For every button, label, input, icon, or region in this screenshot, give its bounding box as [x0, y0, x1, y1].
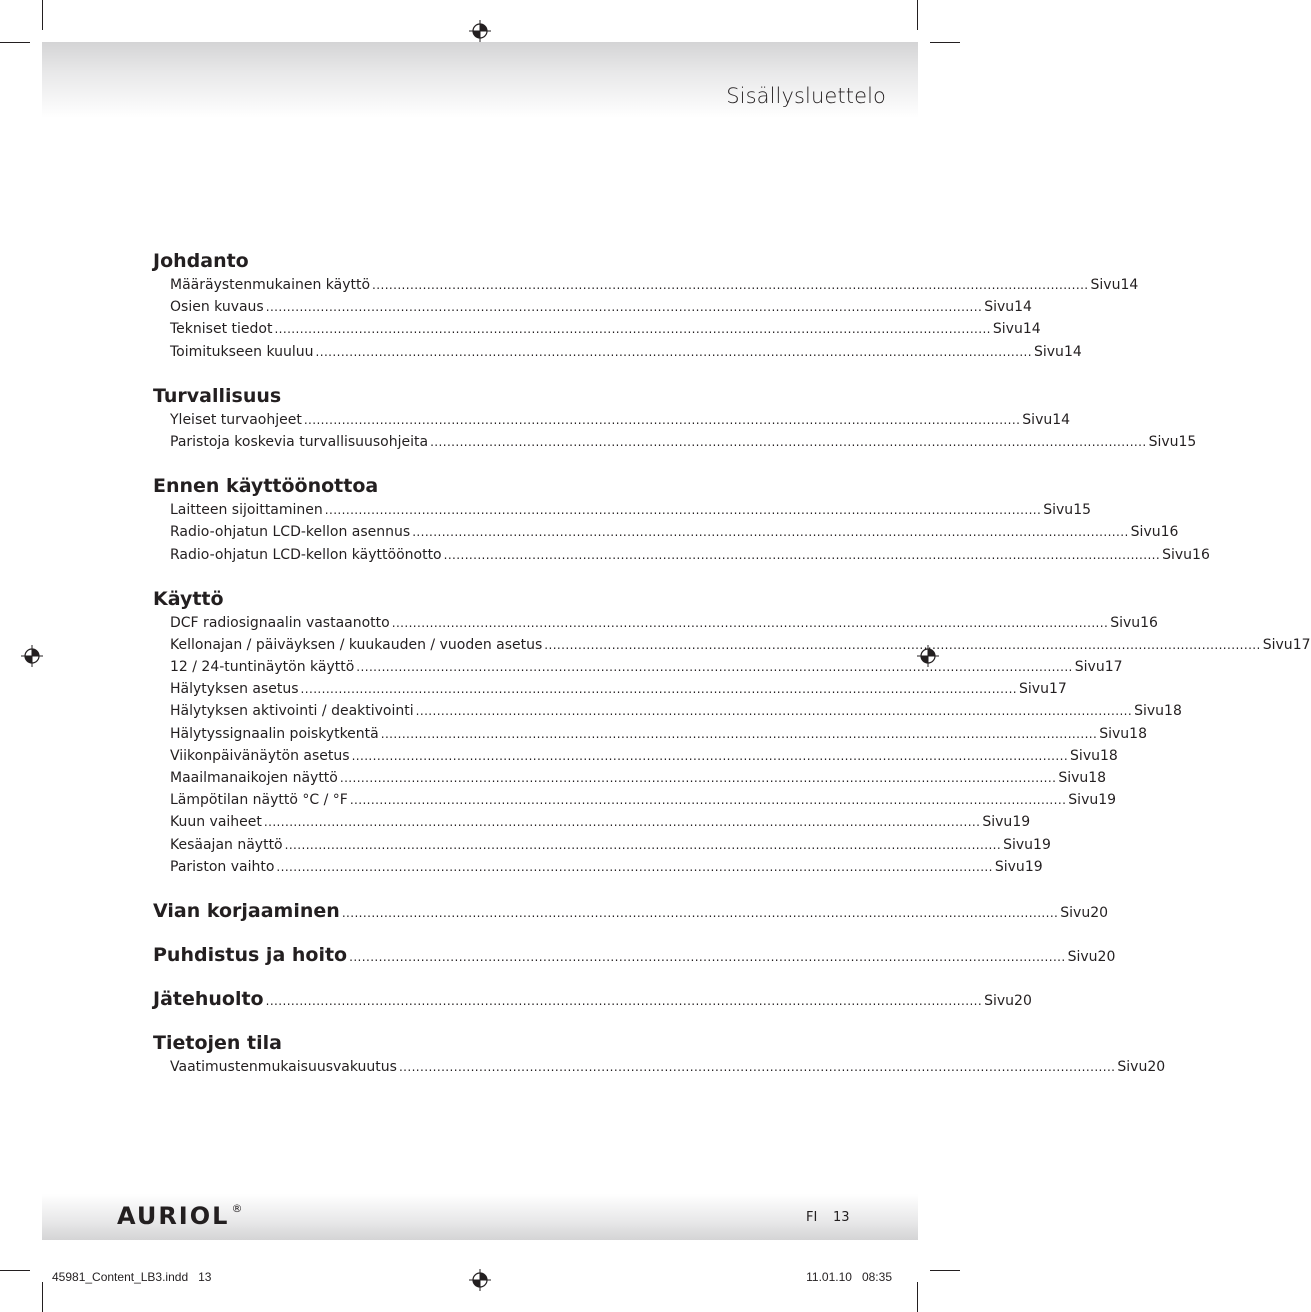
toc-entry[interactable] [170, 296, 1032, 318]
section-title: Ennen käyttöönottoa [153, 475, 379, 498]
entry-label: DCF radiosignaalin vastaanotto [170, 614, 390, 631]
page-number: 20 [1097, 948, 1116, 965]
leader-dots: .......................................................................................................................................................................... [315, 344, 1032, 359]
entry-label: Kesäajan näyttö [170, 836, 283, 853]
sivu-label: Sivu [1117, 1058, 1148, 1075]
sivu-label: Sivu [984, 299, 1015, 316]
logo-text: AURIOL [117, 1202, 230, 1230]
page-number: 20 [1147, 1058, 1166, 1075]
page-number: 14 [1014, 299, 1032, 316]
leader-dots: .......................................................................................................................................................................... [398, 1059, 1116, 1074]
sivu-label: Sivu [1022, 411, 1053, 428]
toc-entry[interactable] [170, 811, 1031, 833]
page-number: 20 [1090, 904, 1109, 921]
registration-mark-icon [469, 20, 491, 42]
sivu-label: Sivu [1019, 681, 1049, 698]
sivu-label: Sivu [1090, 277, 1121, 293]
leader-dots: .......................................................................................................................................................................... [341, 905, 1059, 920]
crop-mark [42, 1282, 43, 1312]
leader-dots: .......................................................................................................................................................................... [349, 949, 1066, 964]
leader-dots: .......................................................................................................................................................................... [351, 748, 1069, 763]
toc-entry[interactable] [170, 634, 1311, 656]
sivu-label: Sivu [1060, 904, 1091, 921]
sivu-label: Sivu [994, 858, 1025, 875]
leader-dots: .......................................................................................................................................................................... [544, 637, 1261, 652]
sivu-label: Sivu [1067, 948, 1098, 965]
toc-entry[interactable] [170, 767, 1107, 789]
section-title: Turvallisuus [153, 384, 282, 407]
crop-mark [930, 1270, 960, 1271]
page-number: 19 [1098, 792, 1117, 809]
section-title: Käyttö [153, 587, 224, 610]
leader-dots: .......................................................................................................................................................................... [303, 412, 1021, 427]
toc-entry[interactable] [170, 745, 1118, 767]
leader-dots: .......................................................................................................................................................................... [412, 525, 1129, 540]
leader-dots: .......................................................................................................................................................................... [284, 837, 1002, 852]
leader-dots: .......................................................................................................................................................................... [339, 771, 1057, 785]
sivu-label: Sivu [1034, 343, 1064, 360]
page-number: 15 [1178, 433, 1197, 450]
entry-label: Radio-ohjatun LCD-kellon asennus [170, 524, 411, 541]
crop-mark [917, 0, 918, 30]
toc-entry[interactable] [170, 274, 1139, 296]
toc-entry[interactable] [170, 612, 1158, 634]
sivu-label: Sivu [992, 321, 1023, 338]
registration-mark-icon [469, 1269, 491, 1291]
leader-dots: .......................................................................................................................................................................... [356, 660, 1073, 675]
toc-entry-major[interactable] [153, 986, 1032, 1012]
entry-label: Viikonpäivänäytön asetus [170, 747, 350, 764]
page-number: 19 [1024, 858, 1043, 875]
crop-mark [0, 1270, 30, 1271]
toc-entry[interactable] [170, 700, 1182, 722]
toc-entry[interactable] [170, 856, 1043, 878]
registered-mark: ® [231, 1202, 243, 1215]
slug-file-info: 45981_Content_LB3.indd 13 [52, 1270, 212, 1284]
sivu-label: Sivu [1074, 659, 1105, 676]
leader-dots: .......................................................................................................................................................................... [300, 682, 1018, 697]
slug-date-info: 11.01.10 08:35 [806, 1270, 892, 1284]
toc-entry[interactable] [170, 521, 1179, 543]
toc-section [153, 586, 1311, 878]
page-number: 14 [1052, 411, 1071, 428]
page-number: 16 [1140, 614, 1158, 631]
sivu-label: Sivu [982, 814, 1013, 831]
entry-label: Radio-ohjatun LCD-kellon käyttöönotto [170, 546, 442, 563]
entry-label: Hälytyksen aktivointi / deaktivointi [170, 703, 414, 720]
leader-dots: .......................................................................................................................................................................... [391, 615, 1109, 630]
entry-label: Kuun vaiheet [170, 814, 262, 831]
sivu-label: Sivu [1134, 703, 1165, 720]
crop-mark [42, 0, 43, 30]
crop-mark [917, 1282, 918, 1312]
leader-dots: .......................................................................................................................................................................... [263, 815, 981, 830]
entry-label: Lämpötilan näyttö °C / °F [170, 792, 348, 809]
page-number: 17 [1292, 636, 1311, 653]
page-number: 15 [1073, 502, 1092, 519]
page-number: 16 [1160, 524, 1179, 541]
auriol-logo [117, 1202, 242, 1228]
crop-mark [930, 42, 960, 43]
page-number: 19 [1033, 836, 1051, 853]
page-number: 18 [1099, 747, 1118, 764]
leader-dots: .......................................................................................................................................................................... [265, 300, 983, 315]
leader-dots: .......................................................................................................................................................................... [265, 993, 983, 1008]
sivu-label: Sivu [1110, 614, 1141, 631]
toc-entry[interactable] [170, 723, 1147, 745]
entry-label: Hälytyssignaalin poiskytkentä [170, 725, 379, 742]
sivu-label: Sivu [1043, 502, 1074, 519]
toc-entry[interactable] [170, 409, 1071, 431]
sivu-label: Sivu [1068, 792, 1099, 809]
entry-label: Vian korjaaminen [153, 899, 340, 922]
entry-label: Toimitukseen kuuluu [170, 343, 314, 360]
page-number-footer: 13 [833, 1210, 850, 1225]
entry-label: 12 / 24-tuntinäytön käyttö [170, 659, 355, 676]
leader-dots: .......................................................................................................................................................................... [324, 503, 1042, 518]
leader-dots: .......................................................................................................................................................................... [380, 726, 1098, 741]
entry-label: Puhdistus ja hoito [153, 943, 348, 966]
entry-label: Hälytyksen asetus [170, 681, 299, 698]
sivu-label: Sivu [1003, 836, 1034, 853]
leader-dots: .......................................................................................................................................................................... [415, 704, 1133, 719]
page-number: 14 [1120, 277, 1139, 293]
leader-dots: .......................................................................................................................................................................... [349, 793, 1067, 808]
page-number: 20 [1014, 992, 1032, 1009]
page-number: 17 [1048, 681, 1067, 698]
leader-dots: .......................................................................................................................................................................... [443, 547, 1161, 562]
toc-entry[interactable] [170, 789, 1117, 811]
entry-label: Yleiset turvaohjeet [170, 411, 302, 428]
page-number: 14 [1022, 321, 1041, 338]
sivu-label: Sivu [984, 992, 1015, 1009]
toc-entry[interactable] [170, 834, 1051, 856]
page-number: 19 [1012, 814, 1031, 831]
page-number: 14 [1063, 343, 1082, 360]
leader-dots: .......................................................................................................................................................................... [276, 859, 993, 874]
leader-dots: .......................................................................................................................................................................... [372, 278, 1089, 292]
crop-mark [0, 42, 30, 43]
sivu-label: Sivu [1058, 770, 1089, 786]
toc-section [153, 1030, 1166, 1078]
page-number: 16 [1192, 546, 1210, 563]
language-code: FI [806, 1210, 818, 1225]
sivu-label: Sivu [1099, 725, 1130, 742]
sivu-label: Sivu [1162, 546, 1193, 563]
toc-section [153, 473, 1210, 566]
entry-label: Paristoja koskevia turvallisuusohjeita [170, 433, 429, 450]
toc-entry[interactable] [170, 678, 1067, 700]
registration-mark-icon [21, 645, 43, 667]
leader-dots: .......................................................................................................................................................................... [430, 434, 1147, 449]
page-number: 18 [1164, 703, 1182, 720]
sivu-label: Sivu [1130, 524, 1161, 541]
toc-entry[interactable] [170, 318, 1041, 340]
toc-entry[interactable] [170, 656, 1123, 678]
entry-label: Laitteen sijoittaminen [170, 502, 323, 519]
page-number: 18 [1088, 770, 1107, 786]
entry-label: Maailmanaikojen näyttö [170, 770, 338, 786]
toc-entry-major[interactable] [153, 898, 1109, 924]
toc-section [153, 248, 1139, 363]
entry-label: Kellonajan / päiväyksen / kuukauden / vuoden asetus [170, 636, 543, 653]
table-of-contents [153, 248, 1311, 1078]
toc-entry-major[interactable] [153, 942, 1116, 968]
section-title: Tietojen tila [153, 1031, 282, 1054]
toc-section [153, 383, 1197, 453]
toc-entry[interactable] [170, 499, 1092, 521]
sivu-label: Sivu [1262, 636, 1293, 653]
toc-entry[interactable] [170, 544, 1210, 566]
entry-label: Vaatimustenmukaisuusvakuutus [170, 1058, 397, 1075]
toc-entry[interactable] [170, 341, 1082, 363]
entry-label: Osien kuvaus [170, 299, 264, 316]
page-title: Sisällysluettelo [726, 84, 886, 108]
entry-label: Pariston vaihto [170, 858, 275, 875]
section-title: Johdanto [153, 250, 249, 272]
page-number: 18 [1129, 725, 1147, 742]
leader-dots: .......................................................................................................................................................................... [274, 322, 991, 337]
entry-label: Määräystenmukainen käyttö [170, 277, 371, 293]
entry-label: Tekniset tiedot [170, 321, 273, 338]
toc-entry[interactable] [170, 431, 1197, 453]
page-number: 17 [1104, 659, 1123, 676]
toc-entry[interactable] [170, 1056, 1166, 1078]
sivu-label: Sivu [1070, 747, 1100, 764]
sivu-label: Sivu [1148, 433, 1179, 450]
entry-label: Jätehuolto [153, 987, 264, 1010]
